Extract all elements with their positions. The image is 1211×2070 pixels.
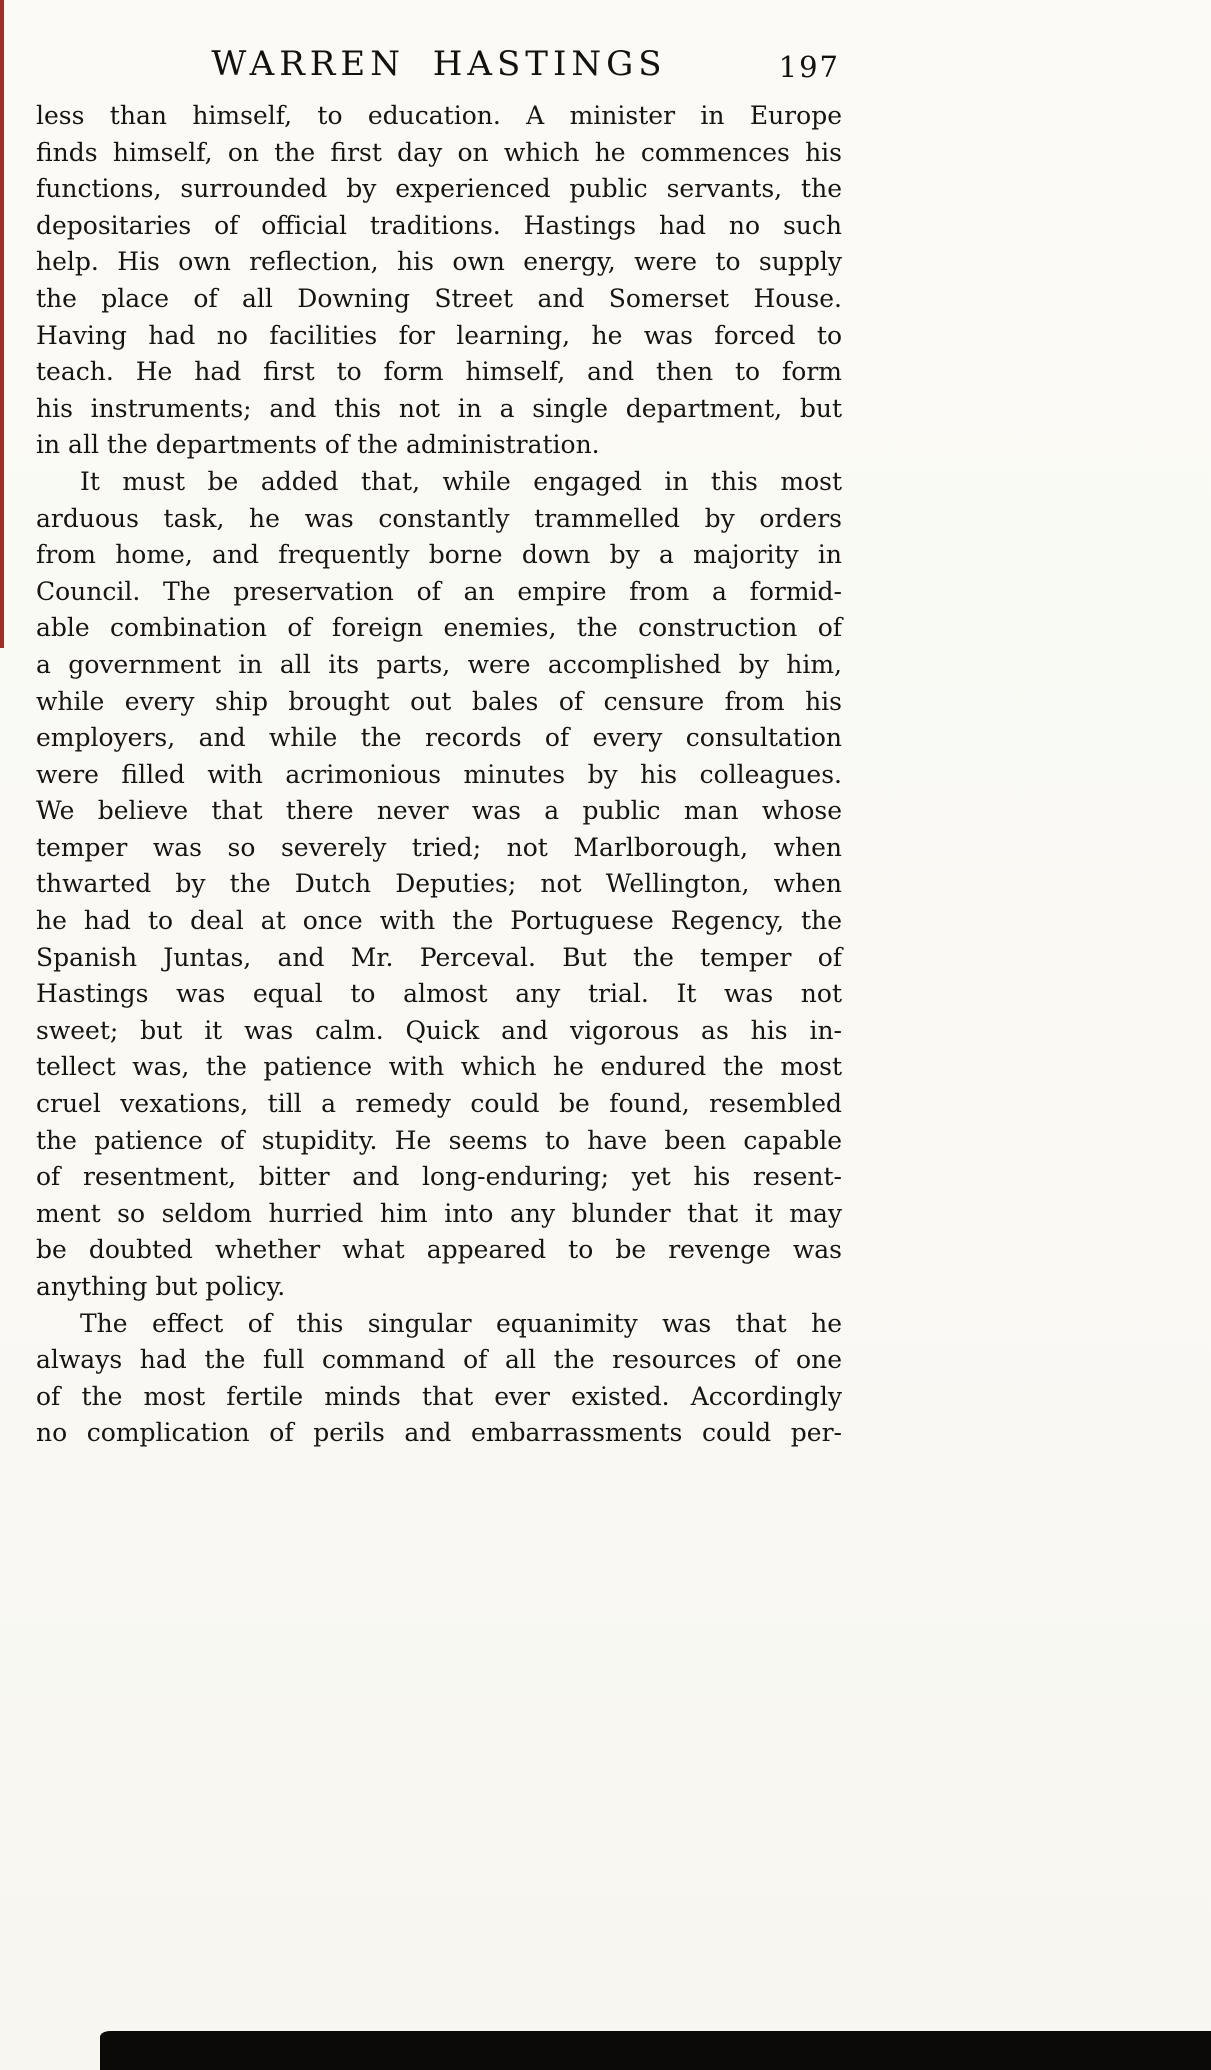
paragraph [36, 98, 842, 464]
text-line: the patience of stupidity. He seems to have been capable [36, 1125, 842, 1155]
text-line: Hastings was equal to almost any trial. It was not [36, 979, 842, 1009]
text-line: We believe that there never was a public man whose [36, 796, 842, 826]
text-line: Having had no facilities for learning, he was forced to [36, 320, 842, 350]
text-line: The effect of this singular equanimity was that he [80, 1308, 842, 1338]
text-line: ment so seldom hurried him into any blunder that it may [36, 1198, 842, 1228]
text-line: his instruments; and this not in a single department, but [36, 393, 842, 423]
text-line: temper was so severely tried; not Marlborough, when [36, 832, 842, 862]
text-line: depositaries of official traditions. Hastings had no such [36, 210, 842, 240]
text-line: employers, and while the records of every consultation [36, 723, 842, 753]
text-block [36, 98, 842, 1452]
text-line: from home, and frequently borne down by a majority in [36, 540, 842, 570]
text-line: in all the departments of the administration. [36, 430, 600, 460]
text-line: teach. He had first to form himself, and then to form [36, 357, 842, 387]
text-line: he had to deal at once with the Portuguese Regency, the [36, 906, 842, 936]
scan-edge-line [0, 0, 4, 648]
text-line: It must be added that, while engaged in this most [80, 466, 842, 496]
text-line: arduous task, he was constantly trammelled by orders [36, 503, 842, 533]
text-line: tellect was, the patience with which he endured the most [36, 1052, 842, 1082]
paragraph [36, 1306, 842, 1452]
text-line: cruel vexations, till a remedy could be found, resembled [36, 1089, 842, 1119]
text-line: while every ship brought out bales of censure from his [36, 686, 842, 716]
text-line: sweet; but it was calm. Quick and vigorous as his in- [36, 1015, 842, 1045]
text-line: anything but policy. [36, 1272, 286, 1301]
text-line: always had the full command of all the resources of one [36, 1345, 842, 1375]
paragraph [36, 464, 842, 1306]
text-line: thwarted by the Dutch Deputies; not Wellington, when [36, 869, 842, 899]
text-line: of the most fertile minds that ever existed. Accordingly [36, 1381, 842, 1411]
text-line: Spanish Juntas, and Mr. Perceval. But the temper of [36, 942, 842, 972]
page-header [36, 44, 842, 88]
running-header-title: WARREN HASTINGS [211, 44, 667, 84]
page-number: 197 [778, 50, 840, 84]
text-line: Council. The preservation of an empire from a formid- [36, 576, 842, 606]
text-line: able combination of foreign enemies, the construction of [36, 613, 842, 643]
text-line: the place of all Downing Street and Somerset House. [36, 283, 842, 313]
scan-bottom-bar [100, 2031, 1211, 2070]
text-line: help. His own reflection, his own energy, were to supply [36, 247, 842, 277]
text-line: a government in all its parts, were accomplished by him, [36, 649, 842, 679]
text-line: less than himself, to education. A minister in Europe [36, 101, 842, 130]
text-line: finds himself, on the first day on which he commences his [36, 137, 842, 167]
text-line: of resentment, bitter and long-enduring; yet his resent- [36, 1162, 842, 1192]
text-line: be doubted whether what appeared to be revenge was [36, 1235, 842, 1265]
text-line: were filled with acrimonious minutes by his colleagues. [36, 759, 842, 789]
text-line: functions, surrounded by experienced public servants, the [36, 174, 842, 204]
text-line: no complication of perils and embarrassments could per- [36, 1418, 842, 1448]
